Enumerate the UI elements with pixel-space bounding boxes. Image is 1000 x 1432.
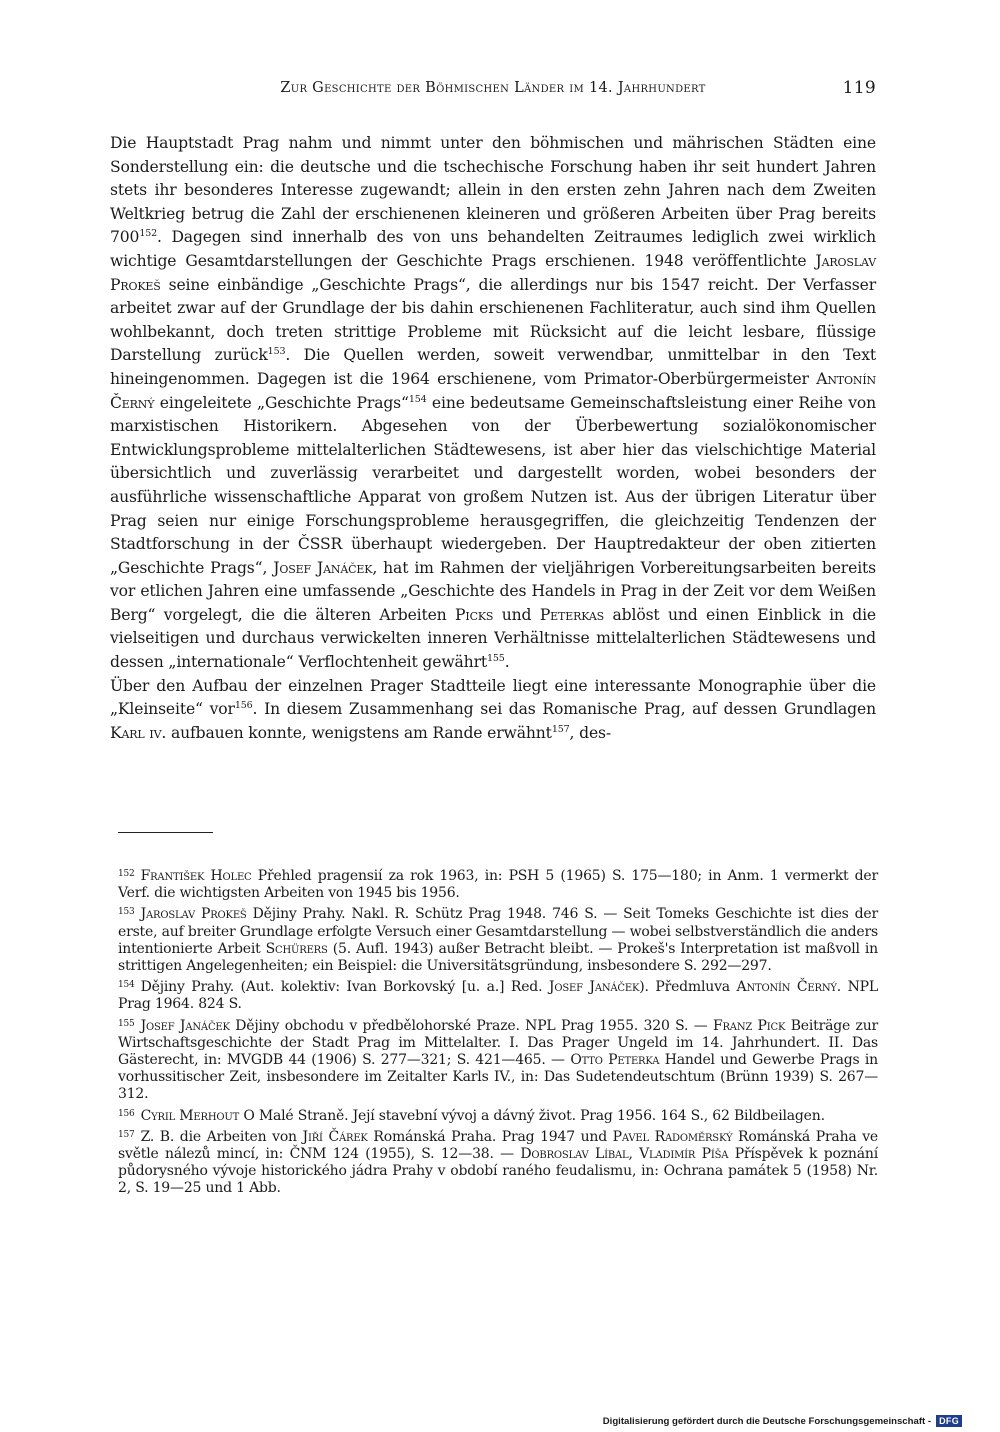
page-number: 119 (842, 78, 876, 98)
author-name: Josef Janáček (273, 558, 373, 577)
paragraph: Über den Aufbau der einzelnen Prager Stadtteile liegt eine interessante Monographie über die „Kleinseite“ vor$^{156}$. In diesem Zusammenhang sei das Romanische Prag, auf dessen Grundlagen Karl iv. aufbauen konnte, wenigstens am Rande erwähnt$^{157}$, des- (110, 676, 876, 742)
author-name: Peterkas (539, 605, 605, 624)
digitization-footer (603, 1413, 962, 1429)
paragraph: Die Hauptstadt Prag nahm und nimmt unter den böhmischen und mährischen Städten eine Sonderstellung ein: die deutsche und die tschechische Forschung haben ihr seit hundert Jahren stets ihr besonderes Interesse zugewandt; allein in den ersten zehn Jahren nach dem Zweiten Weltkrieg betrug die Zahl der erschienenen kleineren und größeren Arbeiten über Prag bereits $700^{152}$. Dagegen sind innerhalb des von uns behandelten Zeitraumes lediglich zwei wirklich wichtige Gesamtdarstellungen der Geschichte Prags erschienen. 1948 veröffentlichte Jaroslav Prokeš seine einbändige „Geschichte Prags“, die allerdings nur bis 1547 reicht. Der Verfasser arbeitet zwar auf der Grundlage der bis dahin erschienenen Fachliteratur, auch sind ihm Quellen wohlbekannt, doch treten strittige Probleme mit Rücksicht auf die leicht lesbare, flüssige Darstellung zurück$^{153}$. Die Quellen werden, soweit verwendbar, unmittelbar in den Text hineingenommen. Dagegen ist die 1964 erschienene, vom Primator-Oberbürgermeister Antonín Černý eingeleitete „Geschichte Prags“$^{154}$ eine bedeutsame Gemeinschaftsleistung einer Reihe von marxistischen Historikern. Abgesehen von der Überbewertung sozialökonomischer Entwicklungsprobleme mittelalterlichen Städtewesens, ist aber hier das vielschichtige Material übersichtlich und zuverlässig verarbeitet und dargestellt worden, wobei besonders der ausführliche wissenschaftliche Apparat von großem Nutzen ist. Aus der übrigen Literatur über Prag seien nur einige Forschungsprobleme herausgegriffen, die gleichzeitig Tendenzen der Stadtforschung in der ČSSR überhaupt wiedergeben. Der Hauptredakteur der oben zitierten „Geschichte Prags“, Josef Janáček, hat im Rahmen der vieljährigen Vorbereitungsarbeiten bereits vor etlichen Jahren eine umfassende „Geschichte des Handels in Prag in der Zeit vor dem Weißen Berg“ vorgelegt, die die älteren Arbeiten Picks und Peterkas ablöst und einen Einblick in die vielseitigen und durchaus verwickelten inneren Verhältnisse mittelalterlichen Städtewesens und dessen „internationale“ Verflochtenheit gewährt$^{155}$. (110, 134, 877, 672)
footnote: $^{152}$ František Holec Přehled pragensií za rok 1963, in: PSH 5 (1965) S. 175—180; in Anm. 1 vermerkt der Verf. die wichtigsten Arbeiten von 1945 bis 1956. (118, 868, 878, 902)
footnote-ref: 157 (551, 723, 570, 735)
footnote-ref: 153 (267, 346, 286, 358)
author-name: Jaroslav Prokeš (110, 251, 876, 294)
footnote: $^{156}$ Cyril Merhout O Malé Straně. Její stavební vývoj a dávný život. Prag 1956. 164 S., 62 Bildbeilagen. (118, 1107, 825, 1124)
footnotes (118, 866, 878, 1200)
footnote: $^{153}$ Jaroslav Prokeš Dějiny Prahy. Nakl. R. Schütz Prag 1948. 746 S. — Seit Tomeks Geschichte ist dies der erste, auf breiter Grundlage erfolgte Versuch einer Gesamtdarstellung — wobei selbstverständlich die anders intentionierte Arbeit Schürers (5. Aufl. 1943) außer Betracht bleibt. — Prokeš's Interpretation ist maßvoll in strittigen Angelegenheiten; ein Beispiel: die Universitätsgründung, insbesondere S. 292—297. (118, 906, 878, 975)
footnote-ref: 156 (234, 700, 253, 712)
footnote-number: 157 (118, 1129, 135, 1140)
digitization-note: Digitalisierung gefördert durch die Deutsche Forschungsgemeinschaft - (602, 1415, 932, 1427)
dfg-logo-icon: DFG (936, 1415, 962, 1427)
author-name: Picks (455, 605, 494, 624)
footnote: $^{157}$ Z. B. die Arbeiten von Jiří Čárek Románská Praha. Prag 1947 und Pavel Radoměrský Románská Praha ve světle nálezů mincí, in: ČNM 124 (1955), S. 12—38. — Dobroslav Líbal, Vladimír Píša Příspěvek k poznání půdorysného vývoje historického jádra Prahy v období raného feudalismu, in: Ochrana památek 5 (1958) Nr. 2, S. 19—25 und 1 Abb. (118, 1128, 879, 1197)
footnote-number: 154 (118, 980, 135, 991)
footnote-ref: 154 (408, 393, 427, 405)
author-name: Karl iv. (110, 723, 167, 742)
footnote-number: 155 (118, 1018, 135, 1029)
footnote: $^{154}$ Dějiny Prahy. (Aut. kolektiv: Ivan Borkovský [u. a.] Red. Josef Janáček). Předmluva Antonín Černý. NPL Prag 1964. 824 S. (118, 979, 879, 1013)
footnote-separator (118, 832, 213, 833)
main-text (110, 132, 876, 745)
running-header (110, 80, 876, 96)
footnote-ref: 152 (139, 228, 158, 240)
running-title: Zur Geschichte der Böhmischen Länder im 14. Jahrhundert (280, 80, 706, 96)
author-name: Antonín Černý (110, 369, 876, 412)
footnote-number: 152 (118, 869, 135, 879)
footnote-ref: 155 (487, 653, 505, 665)
footnote: $^{155}$ Josef Janáček Dějiny obchodu v předbělohorské Praze. NPL Prag 1955. 320 S. — Franz Pick Beiträge zur Wirtschaftsgeschichte der Stadt Prag im Mittelalter. I. Das Prager Ungeld im 14. Jahrhundert. II. Das Gästerecht, in: MVGDB 44 (1906) S. 277—321; S. 421—465. — Otto Peterka Handel und Gewerbe Prags in vorhussitischer Zeit, insbesondere im Zeitalter Karls IV., in: Das Sudetendeutschtum (Brünn 1939) S. 267—312. (118, 1017, 879, 1103)
footnote-number: 156 (118, 1108, 135, 1119)
footnote-number: 153 (118, 907, 135, 918)
